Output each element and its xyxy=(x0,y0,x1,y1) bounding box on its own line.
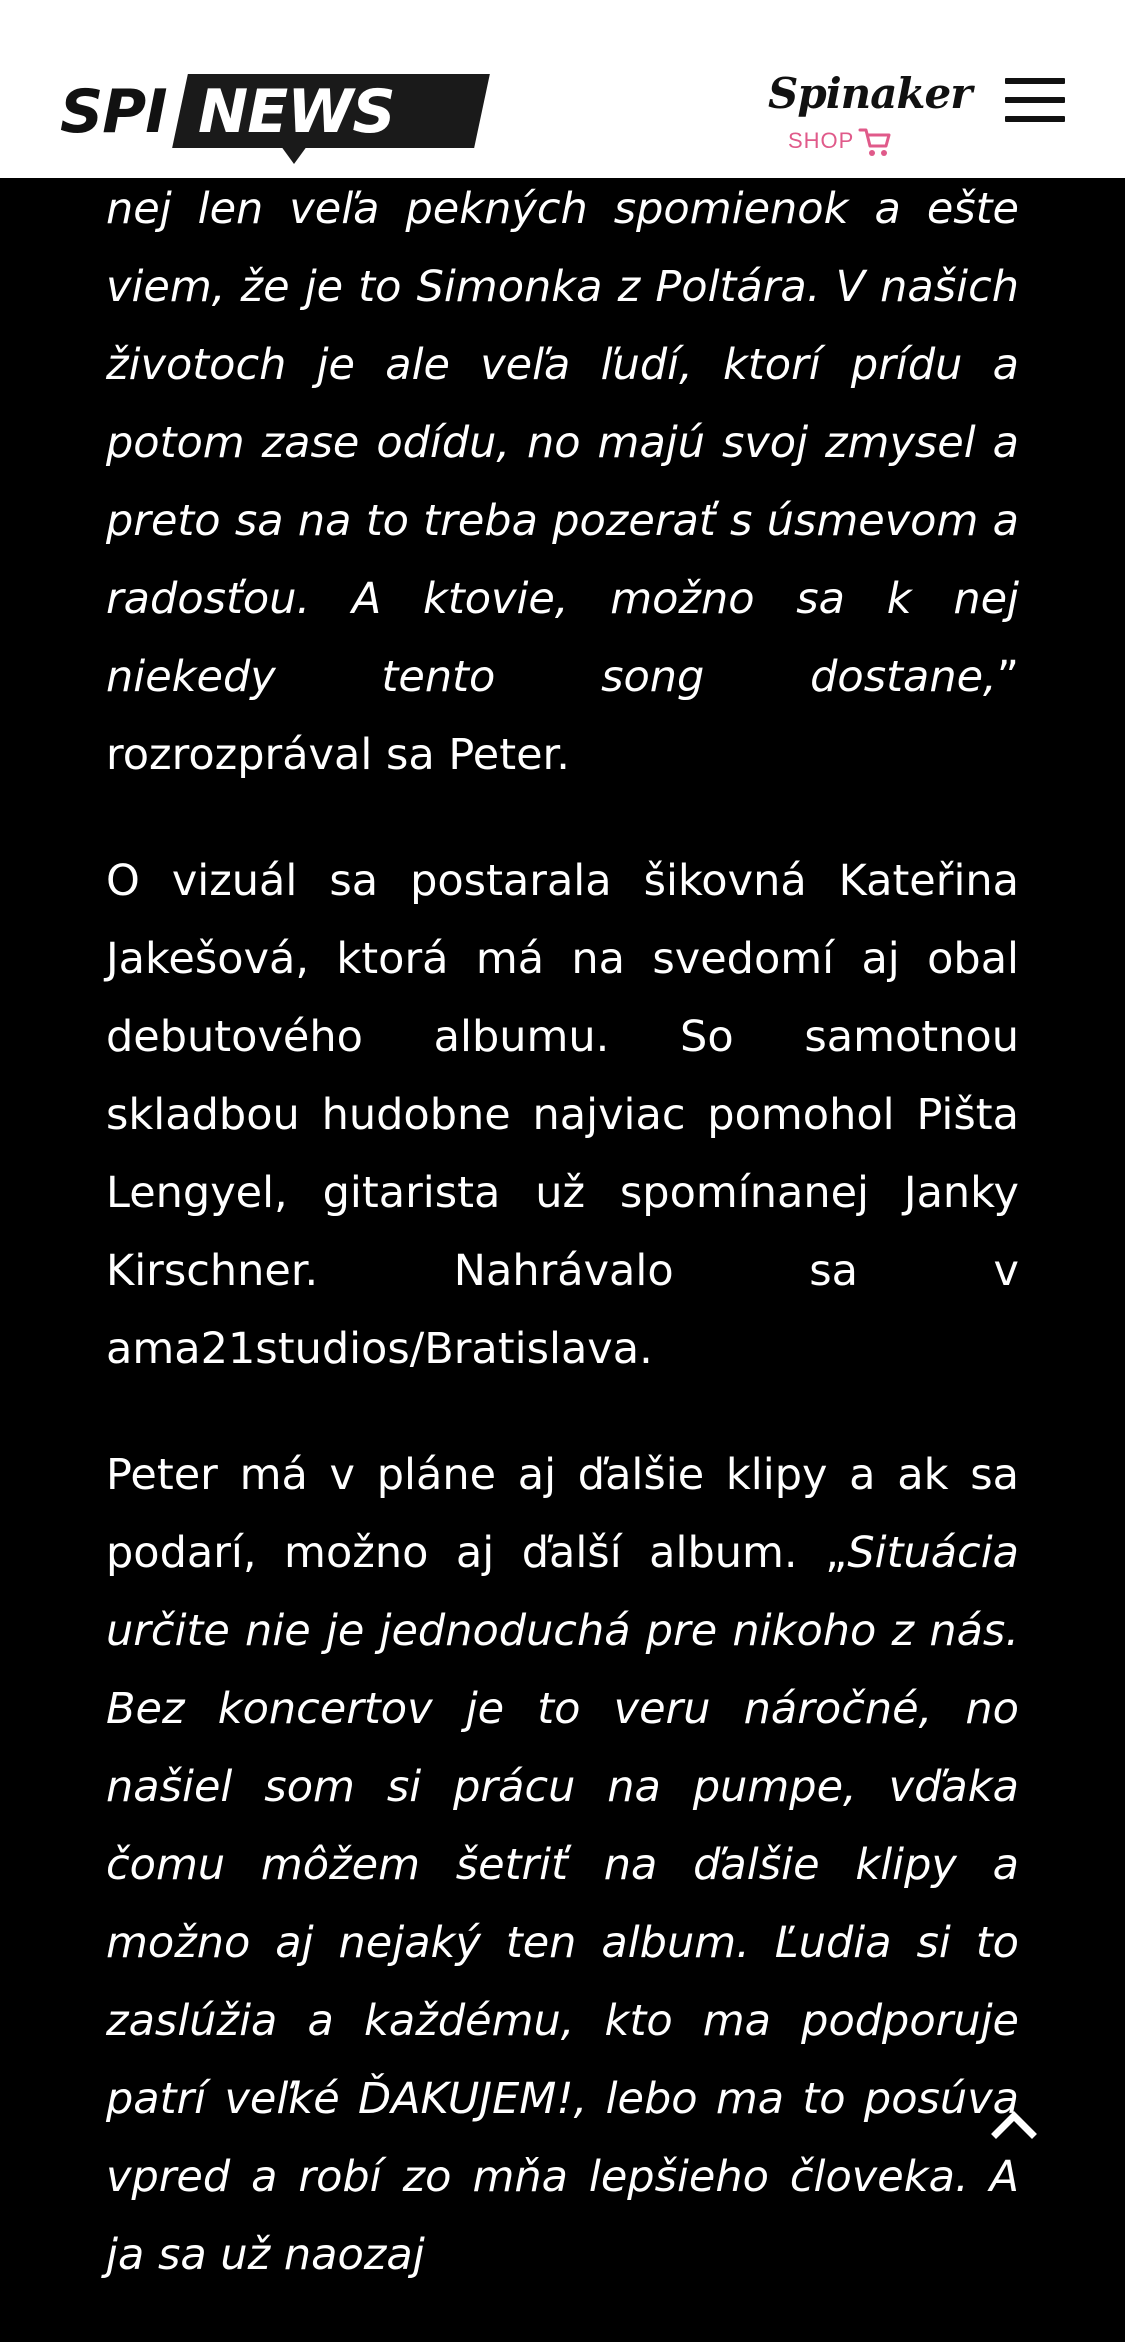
menu-bar-top xyxy=(1005,78,1065,84)
article-paragraph-3 xyxy=(106,1436,1019,2294)
cart-icon xyxy=(858,126,892,158)
quote-text: Situácia určite nie je jednoduchá pre nikoho z nás. Bez koncertov je to veru náročné, no našiel som si prácu na pumpe, vďaka čomu môžem šetriť na ďalšie klipy a možno aj nejaký ten album. Ľudia si to zaslúžia a každému, kto ma podporuje patrí veľké ĎAKUJEM!, lebo ma to posúva vpred a robí zo mňa lepšieho človeka. A ja sa už naozaj xyxy=(106,1528,1019,2280)
shop-brand-text: Spinaker xyxy=(768,69,972,118)
quote-text: nej len veľa pekných spomienok a ešte viem, že je to Simonka z Poltára. V našich životoch je ale veľa ľudí, ktorí prídu a potom zase odídu, no majú svoj zmysel a preto sa na to treba pozerať s úsmevom a radosťou. A ktovie, možno sa k nej niekedy tento song dostane, xyxy=(106,184,1019,702)
article-paragraph-1 xyxy=(106,170,1019,794)
article-paragraph-2: O vizuál sa postarala šikovná Kateřina Jakešová, ktorá má na svedomí aj obal debutového albumu. So samotnou skladbou hudobne najviac pomohol Pišta Lengyel, gitarista už spomínanej Janky Kirschner. Nahrávalo sa v ama21studios/Bratislava. xyxy=(106,856,1019,1374)
spinews-logo[interactable] xyxy=(60,72,428,164)
logo-spi-text: SPI xyxy=(60,77,167,147)
logo-news-text: NEWS xyxy=(198,77,395,147)
paragraph-text: ” rozrozprával sa Peter. xyxy=(106,652,1019,780)
article-body xyxy=(106,170,1019,2342)
menu-bar-bottom xyxy=(1005,116,1065,122)
chevron-up-icon[interactable] xyxy=(982,2100,1046,2148)
menu-bar-middle xyxy=(1005,97,1065,103)
shop-label: SHOP xyxy=(788,128,855,153)
spinaker-shop-link[interactable] xyxy=(764,66,972,170)
paragraph-text: Peter má v pláne aj ďalšie klipy a ak sa podarí, možno aj ďalší album. „ xyxy=(106,1450,1019,1578)
hamburger-menu-icon[interactable] xyxy=(1000,70,1070,130)
site-header xyxy=(0,0,1125,178)
